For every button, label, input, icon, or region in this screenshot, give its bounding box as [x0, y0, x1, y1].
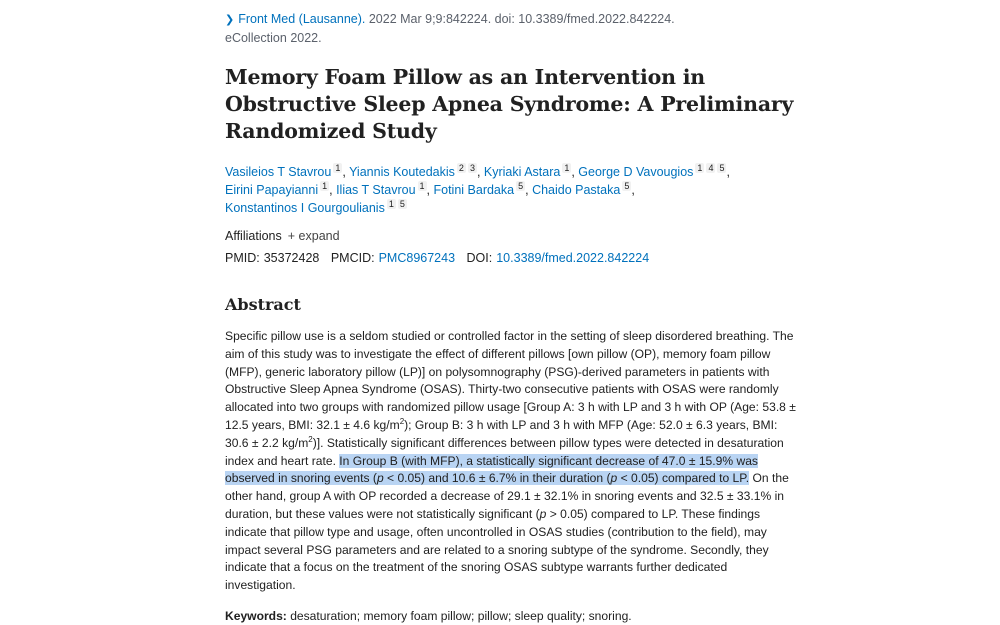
author — [225, 165, 342, 179]
author — [225, 201, 407, 215]
affil-badge[interactable]: 1 — [335, 163, 341, 173]
pmcid-link[interactable]: PMC8967243 — [378, 251, 456, 265]
author-link[interactable]: Ilias T Stavrou — [336, 183, 416, 197]
doi-label: DOI: — [466, 251, 493, 265]
author — [225, 183, 329, 197]
abstract-heading: Abstract — [225, 295, 301, 314]
author-link[interactable]: Yiannis Koutedakis — [349, 165, 455, 179]
pmid-value: 35372428 — [263, 251, 320, 265]
affil-badge[interactable]: 5 — [399, 199, 405, 209]
author-link[interactable]: Konstantinos I Gourgoulianis — [225, 201, 385, 215]
keywords — [225, 607, 800, 625]
author — [433, 183, 525, 197]
affiliations-label: Affiliations — [225, 229, 282, 243]
author — [484, 165, 571, 179]
affil-badge[interactable]: 5 — [518, 181, 524, 191]
article-column — [225, 0, 800, 625]
author-link[interactable]: Fotini Bardaka — [433, 183, 515, 197]
affil-badge[interactable]: 5 — [624, 181, 630, 191]
affil-badge[interactable]: 1 — [419, 181, 425, 191]
author-link[interactable]: Kyriaki Astara — [483, 165, 561, 179]
affiliations-toggle[interactable] — [225, 227, 800, 245]
pmid-label: PMID: — [225, 251, 260, 265]
author — [349, 165, 477, 179]
author-link[interactable]: Eirini Papayianni — [225, 183, 319, 197]
citation — [225, 10, 800, 47]
article-title: Memory Foam Pillow as an Intervention in Obstructive Sleep Apnea Syndrome: A Preliminary Randomized Study — [225, 65, 794, 143]
expand-label[interactable]: expand — [298, 229, 340, 243]
author — [336, 183, 426, 197]
affil-badge[interactable]: 1 — [388, 199, 394, 209]
ecollection-text: eCollection 2022. — [225, 31, 322, 45]
plus-icon: + — [287, 229, 296, 243]
author-link[interactable]: Chaido Pastaka — [532, 183, 621, 197]
citation-details: 2022 Mar 9;9:842224. doi: 10.3389/fmed.2022.842224. — [365, 12, 675, 26]
affil-badge[interactable]: 2 — [458, 163, 464, 173]
journal-link[interactable]: Front Med (Lausanne). — [238, 12, 366, 26]
keywords-label: Keywords: — [225, 608, 287, 623]
affil-badge[interactable]: 5 — [719, 163, 725, 173]
keywords-text: desaturation; memory foam pillow; pillow; sleep quality; snoring. — [286, 608, 632, 623]
identifiers — [225, 249, 800, 267]
chevron-right-icon: ❯ — [225, 14, 235, 26]
abstract-text: Specific pillow use is a seldom studied or controlled factor in the setting of sleep disordered breathing. The aim of this study was to investigate the effect of different pillows [own pillow (OP), memory foam pillow (MFP), generic laboratory pillow (LP)] on polysomnography (PSG)-derived parameters in patients with Obstructive Sleep Apnea Syndrome (OSAS). Thirty-two consecutive patients with OSAS were randomly allocated into two groups with randomized pillow usage [Group A: 3 h with LP and 3 h with OP (Age: 53.8 ± 12.5 years, BMI: 32.1 ± 4.6 $kg/m^2$); Group B: 3 h with LP and 3 h with MFP (Age: 52.0 ± 6.3 years, BMI: 30.6 ± 2.2 $kg/m^2$)]. Statistically significant differences between pillow types were detected in desaturation index and heart rate. In Group B (with MFP), a statistically significant decrease of 47.0 ± 15.9% was observed in snoring events (p < 0.05) and 10.6 ± 6.7% in their duration (p < 0.05) compared to LP. On the other hand, group A with OP recorded a decrease of 29.1 ± 32.1% in snoring events and 32.5 ± 33.1% in duration, but these values were not statistically significant (p > 0.05) compared to LP. These findings indicate that pillow type and usage, often uncontrolled in OSAS studies (contribution to the field), may impact several PSG parameters and are related to a snoring subtype of the syndrome. Secondly, they indicate that a focus on the treatment of the snoring OSAS subtype warrants further dedicated investigation. — [225, 329, 796, 593]
affil-badge[interactable]: 1 — [697, 163, 703, 173]
affil-badge[interactable]: 4 — [708, 163, 714, 173]
doi-link[interactable]: 10.3389/fmed.2022.842224 — [496, 251, 650, 265]
author-list: Vasileios T Stavrou 1 , Yiannis Koutedakis 2 3 , Kyriaki Astara 1 , George D Vavougios 1 4 5 , Eirini Papayianni 1 , Ilias T Stavrou 1 , Fotini Bardaka 5 , Chaido Pastaka 5 , Konstantinos I Gourgoulianis 1 5 — [225, 163, 730, 215]
affil-badge[interactable]: 3 — [469, 163, 475, 173]
affil-badge[interactable]: 1 — [322, 181, 328, 191]
author-link[interactable]: Vasileios T Stavrou — [225, 165, 332, 179]
pmcid-label: PMCID: — [330, 251, 375, 265]
author — [578, 165, 726, 179]
author-link[interactable]: George D Vavougios — [578, 165, 694, 179]
highlighted-selection: In Group B (with MFP), a statistically significant decrease of 47.0 ± 15.9% was observed in snoring events (p < 0.05) and 10.6 ± 6.7% in their duration (p < 0.05) compared to LP. — [225, 453, 758, 486]
author — [532, 183, 631, 197]
affil-badge[interactable]: 1 — [564, 163, 570, 173]
